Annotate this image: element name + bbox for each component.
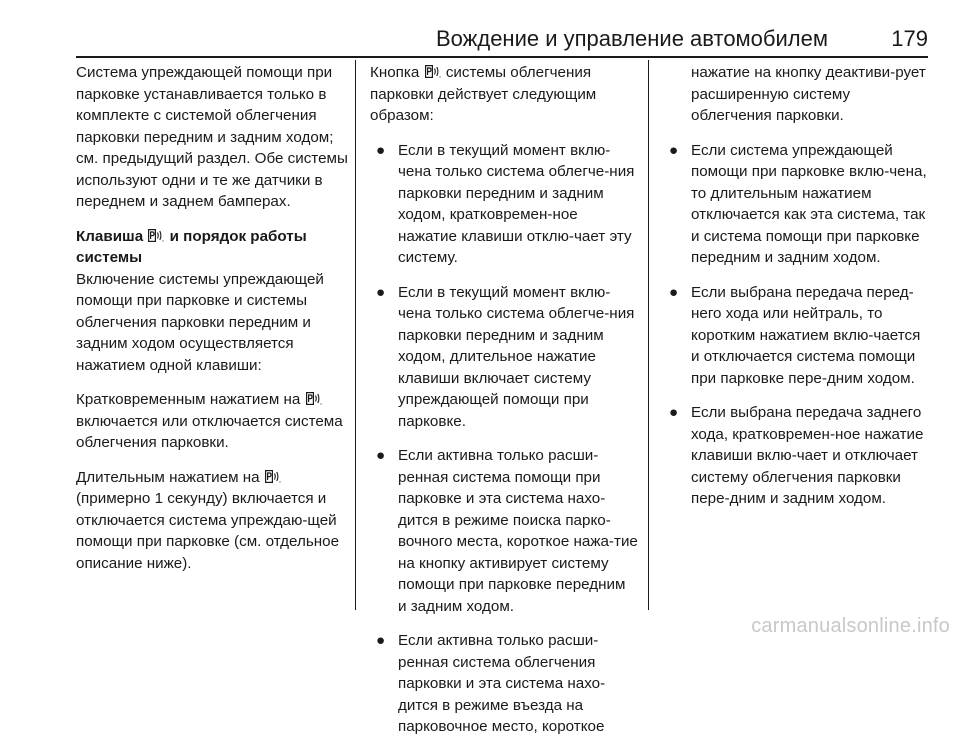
paragraph bbox=[76, 389, 348, 454]
bullet-dot: ● bbox=[376, 447, 386, 464]
list-item-text: Если система упреждающей помощи при парковке вклю-чена, то длительным нажатием отключается как эта система, так и система помощи при парковке передним и задним ходом. bbox=[691, 141, 927, 266]
park-assist-icon bbox=[148, 229, 164, 242]
park-assist-icon bbox=[265, 470, 281, 483]
bullet-dot: ● bbox=[376, 283, 386, 301]
column-1 bbox=[76, 62, 348, 587]
column-divider bbox=[355, 60, 356, 610]
list-item-text: Если в текущий момент вклю-чена только система облегче-ния парковки передним и задним ходом, длительное нажатие клавиши включает систему упреждающей помощи при парковке. bbox=[398, 283, 635, 430]
list-item bbox=[663, 140, 928, 269]
column-3 bbox=[663, 62, 928, 523]
bullet-dot: ● bbox=[376, 141, 386, 159]
page-header bbox=[76, 24, 928, 54]
bullet-dot: ● bbox=[669, 283, 679, 301]
bullet-dot: ● bbox=[376, 632, 386, 649]
list-item bbox=[370, 140, 638, 269]
paragraph-prefix: Кнопка bbox=[370, 64, 420, 81]
list-item-text: Если выбрана передача перед-него хода или нейтраль, то коротким нажатием вклю-чается и отключается система помощи при парковке пере-дним ходом. bbox=[691, 283, 921, 387]
list-item bbox=[370, 282, 638, 433]
column-2 bbox=[370, 62, 638, 751]
paragraph: Включение системы упреждающей помощи при парковке и системы облегчения парковки передним и задним ходом осуществляется нажатием одной клавиши: bbox=[76, 270, 324, 374]
park-assist-icon bbox=[306, 392, 322, 405]
paragraph bbox=[76, 467, 348, 575]
list-item-text: Если активна только расши-ренная система помощи при парковке и эта система нахо-дится в режиме поиска парко-вочного места, короткое нажа-тие на кнопку активирует систему помощи при парковке передним и задним ходом. bbox=[398, 447, 638, 615]
heading-prefix: Клавиша bbox=[76, 227, 144, 245]
list-item bbox=[370, 445, 638, 617]
page-number: 179 bbox=[891, 26, 928, 51]
bullet-dot: ● bbox=[669, 404, 679, 421]
list-item bbox=[663, 402, 928, 510]
paragraph-prefix: Кратковременным нажатием на bbox=[76, 391, 301, 408]
bullet-list bbox=[370, 140, 638, 738]
list-item-text: Если в текущий момент вклю-чена только система облегче-ния парковки передним и задним ходом, кратковремен-ное нажатие клавиши отклю-чает эту систему. bbox=[398, 141, 635, 266]
intro-paragraph bbox=[370, 62, 638, 127]
bullet-dot: ● bbox=[669, 141, 679, 159]
intro-paragraph: Система упреждающей помощи при парковке устанавливается только в комплекте с системой облегчения парковки передним и задним ходом; см. предыдущий раздел. Обе системы используют одни и те же датчики в переднем и заднем бамперах. bbox=[76, 64, 348, 210]
list-item-text: Если выбрана передача заднего хода, кратковремен-ное нажатие клавиши вклю-чает и отключает систему облегчения парковки пере-дним и задним ходом. bbox=[691, 404, 924, 507]
column-divider bbox=[648, 60, 649, 610]
list-item bbox=[663, 282, 928, 390]
section-heading bbox=[76, 226, 348, 269]
paragraph-prefix: Длительным нажатием на bbox=[76, 468, 260, 486]
paragraph-suffix: системы облегчения парковки действует следующим образом: bbox=[370, 64, 597, 124]
paragraph-suffix: (примерно 1 секунду) включается и отключается система упреждаю-щей помощи при парковке (см. отдельное описание ниже). bbox=[76, 490, 340, 572]
park-assist-icon bbox=[425, 65, 441, 78]
watermark[interactable]: carmanualsonline.info bbox=[751, 615, 950, 637]
bullet-list bbox=[663, 140, 928, 510]
list-item bbox=[370, 630, 638, 738]
continuation-text: нажатие на кнопку деактиви-рует расширенную систему облегчения парковки. bbox=[691, 64, 926, 124]
heading-suffix: и порядок работы системы bbox=[76, 227, 307, 266]
page-title: Вождение и управление автомобилем bbox=[435, 26, 828, 51]
paragraph-suffix: включается или отключается система облегчения парковки. bbox=[76, 412, 343, 451]
header-rule bbox=[76, 56, 928, 58]
list-item-text: Если активна только расши-ренная система облегчения парковки и эта система нахо-дится в режиме въезда на парковочное место, короткое bbox=[398, 632, 606, 735]
